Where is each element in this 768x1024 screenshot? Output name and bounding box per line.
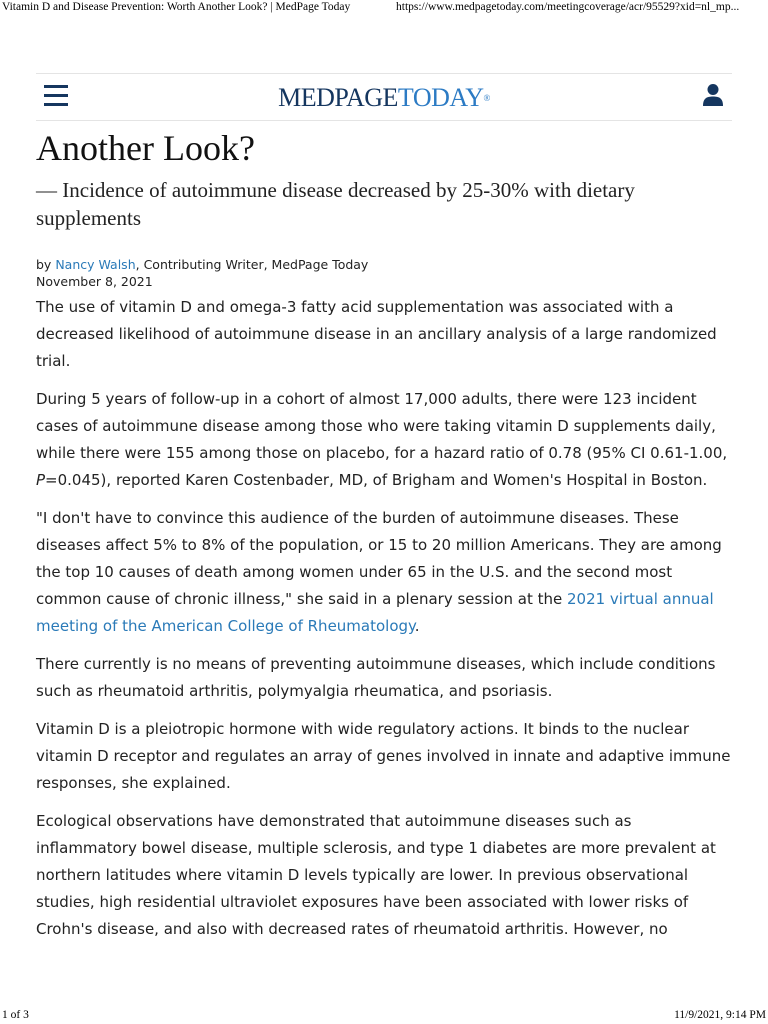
byline-role: , Contributing Writer, MedPage Today: [135, 257, 369, 272]
article-headline: Another Look?: [36, 128, 255, 168]
logo-mark: ®: [483, 93, 490, 103]
paragraph: [36, 505, 732, 640]
p-value-symbol: P: [36, 471, 46, 489]
page-count: 1 of 3: [2, 1009, 29, 1021]
paragraph-text: During 5 years of follow-up in a cohort of almost 17,000 adults, there were 123 incident cases of autoimmune disease among those who were taking vitamin D supplements daily, while there were 155 among those on placebo, for a hazard ratio of 0.78 (95% CI 0.61-1.00,: [36, 390, 728, 462]
paragraph-text: "I don't have to convince this audience of the burden of autoimmune diseases. These diseases affect 5% to 8% of the population, or 15 to 20 million Americans. They are among the top 10 causes of death among women under 65 in the U.S. and the second most common cause of chronic illness," she said in a plenary session at the: [36, 509, 722, 608]
byline-line: [36, 256, 726, 273]
site-logo[interactable]: [36, 83, 732, 113]
article-subheadline: — Incidence of autoimmune disease decreased by 25-30% with dietary supplements: [36, 178, 635, 230]
print-header: [0, 0, 768, 18]
byline-prefix: by: [36, 257, 56, 272]
paragraph-text: =0.045), reported Karen Costenbader, MD, of Brigham and Women's Hospital in Boston.: [45, 471, 708, 489]
paragraph: Ecological observations have demonstrated that autoimmune diseases such as inflammatory bowel disease, multiple sclerosis, and type 1 diabetes are more prevalent at northern latitudes where vitamin D levels typically are lower. In previous observational studies, high residential ultraviolet exposures have been associated with lower risks of Crohn's disease, and also with decreased rates of rheumatoid arthritis. However, no: [36, 812, 716, 938]
print-page-title: Vitamin D and Disease Prevention: Worth Another Look? | MedPage Today: [2, 1, 351, 13]
publish-date: November 8, 2021: [36, 274, 153, 289]
paragraph: There currently is no means of preventing autoimmune diseases, which include conditions such as rheumatoid arthritis, polymyalgia rheumatica, and psoriasis.: [36, 655, 716, 700]
print-page-url: https://www.medpagetoday.com/meetingcoverage/acr/95529?xid=nl_mp...: [396, 1, 740, 13]
author-link[interactable]: Nancy Walsh: [55, 257, 136, 272]
paragraph: [36, 386, 732, 494]
print-datetime: 11/9/2021, 9:14 PM: [674, 1009, 766, 1021]
paragraph: The use of vitamin D and omega-3 fatty acid supplementation was associated with a decreased likelihood of autoimmune disease in an ancillary analysis of a large randomized trial.: [36, 298, 717, 370]
masthead: [36, 73, 732, 121]
logo-today: TODAY: [397, 83, 484, 112]
logo-medpage: MEDPAGE: [278, 83, 398, 112]
article-body: [36, 294, 732, 954]
paragraph-text: .: [414, 617, 420, 635]
acr-meeting-link[interactable]: 2021 virtual annual meeting of the American College of Rheumatology: [36, 590, 714, 635]
byline: [36, 256, 726, 290]
print-footer: [0, 1008, 768, 1024]
user-icon[interactable]: [702, 83, 724, 107]
paragraph: Vitamin D is a pleiotropic hormone with wide regulatory actions. It binds to the nuclear vitamin D receptor and regulates an array of genes involved in innate and adaptive immune responses, she explained.: [36, 720, 731, 792]
